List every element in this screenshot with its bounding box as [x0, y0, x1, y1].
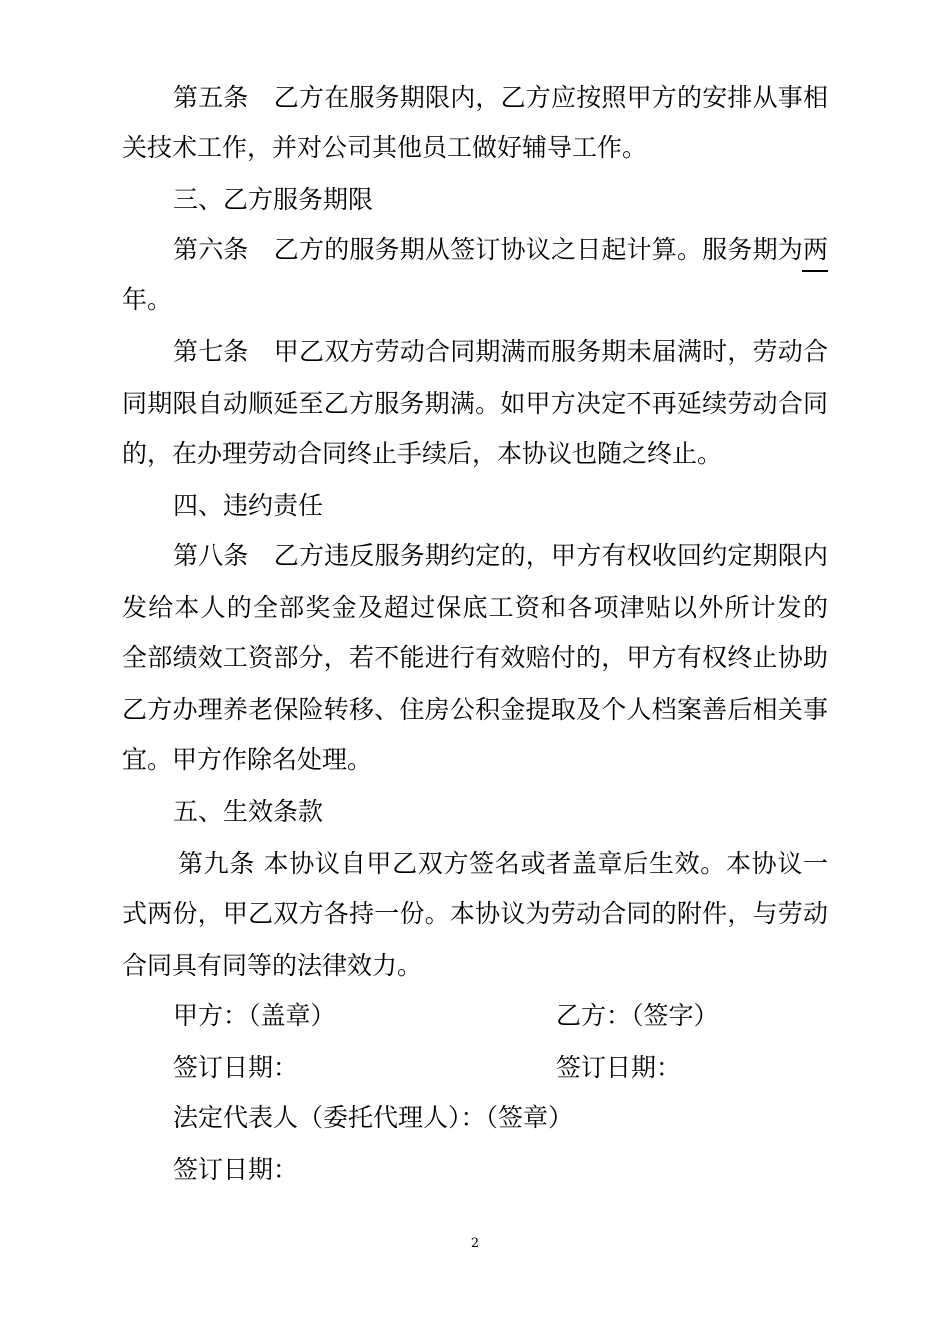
article-9-line-2: 式两份，甲乙双方各持一份。本协议为劳动合同的附件，与劳动	[122, 899, 828, 928]
article-6-line-1: 第六条 乙方的服务期从签订协议之日起计算。服务期为两	[173, 235, 828, 264]
article-9-line-1: 第九条 本协议自甲乙双方签名或者盖章后生效。本协议一	[178, 849, 828, 878]
article-7-line-1: 第七条 甲乙双方劳动合同期满而服务期未届满时，劳动合	[173, 337, 828, 366]
article-8-line-3: 全部绩效工资部分，若不能进行有效赔付的，甲方有权终止协助	[122, 643, 828, 672]
article-8-line-1: 第八条 乙方违反服务期约定的，甲方有权收回约定期限内	[173, 541, 828, 570]
party-b-sign-date: 签订日期：	[556, 1053, 682, 1082]
article-8-line-5: 宜。甲方作除名处理。	[122, 745, 373, 774]
article-5-line-2: 关技术工作，并对公司其他员工做好辅导工作。	[122, 133, 648, 162]
legal-representative: 法定代表人（委托代理人）：（签章）	[173, 1103, 574, 1132]
section-5-heading: 五、生效条款	[173, 797, 324, 826]
party-b-signature: 乙方：（签字）	[556, 1001, 719, 1030]
representative-sign-date: 签订日期：	[173, 1155, 299, 1184]
section-4-heading: 四、违约责任	[173, 491, 324, 520]
article-7-line-2: 同期限自动顺延至乙方服务期满。如甲方决定不再延续劳动合同	[122, 389, 828, 418]
article-8-line-2: 发给本人的全部奖金及超过保底工资和各项津贴以外所计发的	[122, 593, 828, 622]
page-number: 2	[470, 1236, 480, 1251]
article-5-line-1: 第五条 乙方在服务期限内，乙方应按照甲方的安排从事相	[173, 83, 828, 112]
party-a-sign-date: 签订日期：	[173, 1053, 299, 1082]
article-6-line-2: 年。	[122, 285, 173, 314]
article-9-line-3: 合同具有同等的法律效力。	[122, 951, 423, 980]
article-8-line-4: 乙方办理养老保险转移、住房公积金提取及个人档案善后相关事	[122, 695, 828, 724]
underline-mark	[802, 270, 828, 272]
party-a-seal: 甲方：（盖章）	[173, 1001, 336, 1030]
section-3-heading: 三、乙方服务期限	[173, 185, 374, 214]
article-7-line-3: 的，在办理劳动合同终止手续后，本协议也随之终止。	[122, 439, 723, 468]
